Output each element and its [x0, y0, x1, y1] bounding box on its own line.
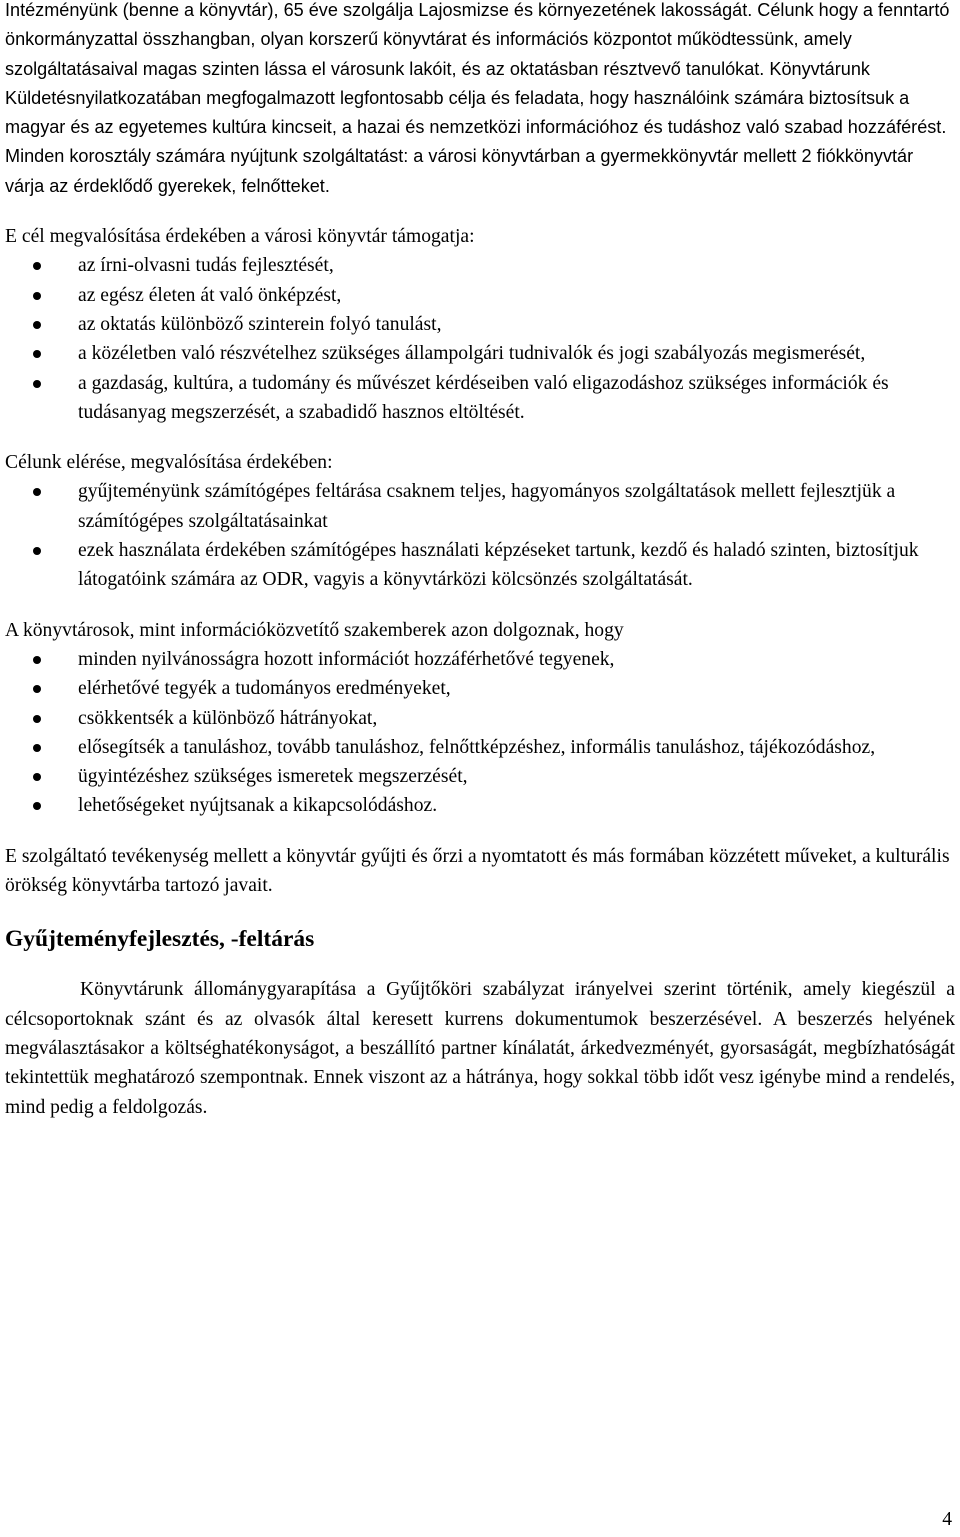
- bullet-icon: [33, 488, 41, 496]
- list-item: [5, 310, 955, 339]
- bullet-icon: [33, 773, 41, 781]
- list-item: [5, 369, 955, 428]
- goals-list: [5, 251, 955, 427]
- bullet-icon: [33, 715, 41, 723]
- intro-sentence-3: Minden korosztály számára nyújtunk szolgáltatást: a városi könyvtárban a gyermekkönyvtár mellett 2 fiókkönyvtár várja az érdeklődő gyerekek, felnőtteket.: [5, 146, 914, 196]
- list-item-text: az oktatás különböző szinterein folyó tanulást,: [78, 313, 442, 335]
- list-item-text: ügyintézéshez szükséges ismeretek megszerzését,: [78, 766, 468, 788]
- means-lead: Célunk elérése, megvalósítása érdekében:: [5, 452, 333, 474]
- list-item: [5, 536, 955, 595]
- bullet-icon: [33, 321, 41, 329]
- list-item-text: ezek használata érdekében számítógépes használati képzéseket tartunk, kezdő és haladó szinten, biztosítjuk látogatóink számára az ODR, vagyis a könyvtárközi kölcsönzés szolgáltatását.: [78, 540, 919, 591]
- goals-lead: E cél megvalósítása érdekében a városi könyvtár támogatja:: [5, 226, 475, 248]
- list-item-text: elérhetővé tegyék a tudományos eredményeket,: [78, 678, 451, 700]
- closing-paragraph: E szolgáltató tevékenység mellett a könyvtár gyűjti és őrzi a nyomtatott és más formában közzétett műveket, a kulturális örökség könyvtárba tartozó javait.: [5, 845, 950, 897]
- list-item-text: minden nyilvánosságra hozott információt hozzáférhetővé tegyenek,: [78, 648, 615, 670]
- bullet-icon: [33, 547, 41, 555]
- bullet-icon: [33, 656, 41, 664]
- list-item: [5, 791, 955, 820]
- list-item-text: az egész életen át való önképzést,: [78, 284, 342, 306]
- list-item: [5, 674, 955, 703]
- list-item-text: gyűjteményünk számítógépes feltárása csaknem teljes, hagyományos szolgáltatások mellett fejlesztjük a számítógépes szolgáltatásainkat: [78, 481, 896, 532]
- bullet-icon: [33, 744, 41, 752]
- page-number: 4: [942, 1509, 952, 1530]
- intro-sentence-2: Könyvtárunk Küldetésnyilatkozatában megfogalmazott legfontosabb célja és feladata, hogy használóink számára biztosítsuk a magyar és az egyetemes kultúra kincseit, a hazai és nemzetközi információhoz és tudáshoz való szabad hozzáférést.: [5, 58, 947, 138]
- bullet-icon: [33, 350, 41, 358]
- bullet-icon: [33, 802, 41, 810]
- bullet-icon: [33, 685, 41, 693]
- list-item: [5, 477, 955, 536]
- intro-sentence-1: Intézményünk (benne a könyvtár), 65 éve szolgálja Lajosmizse és környezetének lakosságát. Célunk hogy a fenntartó önkormányzattal összhangban, olyan korszerű könyvtárat és információs központot működtessünk, amely szolgáltatásaival magas szinten lássa el városunk lakóit, és az oktatásban résztvevő tanulókat.: [5, 0, 950, 79]
- bullet-icon: [33, 292, 41, 300]
- intro-paragraph: [5, 0, 955, 201]
- list-item-text: lehetőségeket nyújtsanak a kikapcsolódáshoz.: [78, 795, 438, 817]
- list-item: [5, 704, 955, 733]
- document-page: [5, 0, 955, 1122]
- list-item: [5, 762, 955, 791]
- collection-paragraph: Könyvtárunk állománygyarapítása a Gyűjtőköri szabályzat irányelvei szerint történik, amely kiegészül a célcsoportoknak szánt és az olvasók által keresett kurrens dokumentumok beszerzésével. A beszerzés helyének megválasztásakor a költséghatékonyságot, a beszállító partner kínálatát, árkedvezményét, gyorsaságát, megbízhatóságát tekintettük meghatározó szempontnak. Ennek viszont az a hátránya, hogy sokkal több időt vesz igénybe mind a rendelés, mind pedig a feldolgozás.: [5, 979, 955, 1118]
- list-item-text: elősegítsék a tanuláshoz, tovább tanuláshoz, felnőttképzéshez, informális tanuláshoz, tájékozódáshoz,: [78, 736, 876, 758]
- librarians-lead: A könyvtárosok, mint információközvetítő szakemberek azon dolgoznak, hogy: [5, 619, 624, 641]
- list-item: [5, 339, 955, 368]
- bullet-icon: [33, 380, 41, 388]
- list-item-text: csökkentsék a különböző hátrányokat,: [78, 707, 378, 729]
- list-item-text: a gazdaság, kultúra, a tudomány és művészet kérdéseiben való eligazodáshoz szükséges információk és tudásanyag megszerzését, a szabadidő hasznos eltöltését.: [78, 372, 889, 423]
- means-list: [5, 477, 955, 594]
- list-item-text: az írni-olvasni tudás fejlesztését,: [78, 255, 334, 277]
- section-heading: Gyűjteményfejlesztés, -feltárás: [5, 926, 315, 953]
- bullet-icon: [33, 262, 41, 270]
- list-item: [5, 645, 955, 674]
- list-item-text: a közéletben való részvételhez szükséges állampolgári tudnivalók és jogi szabályozás megismerését,: [78, 343, 866, 365]
- list-item: [5, 251, 955, 280]
- list-item: [5, 281, 955, 310]
- list-item: [5, 733, 955, 762]
- librarians-list: [5, 645, 955, 821]
